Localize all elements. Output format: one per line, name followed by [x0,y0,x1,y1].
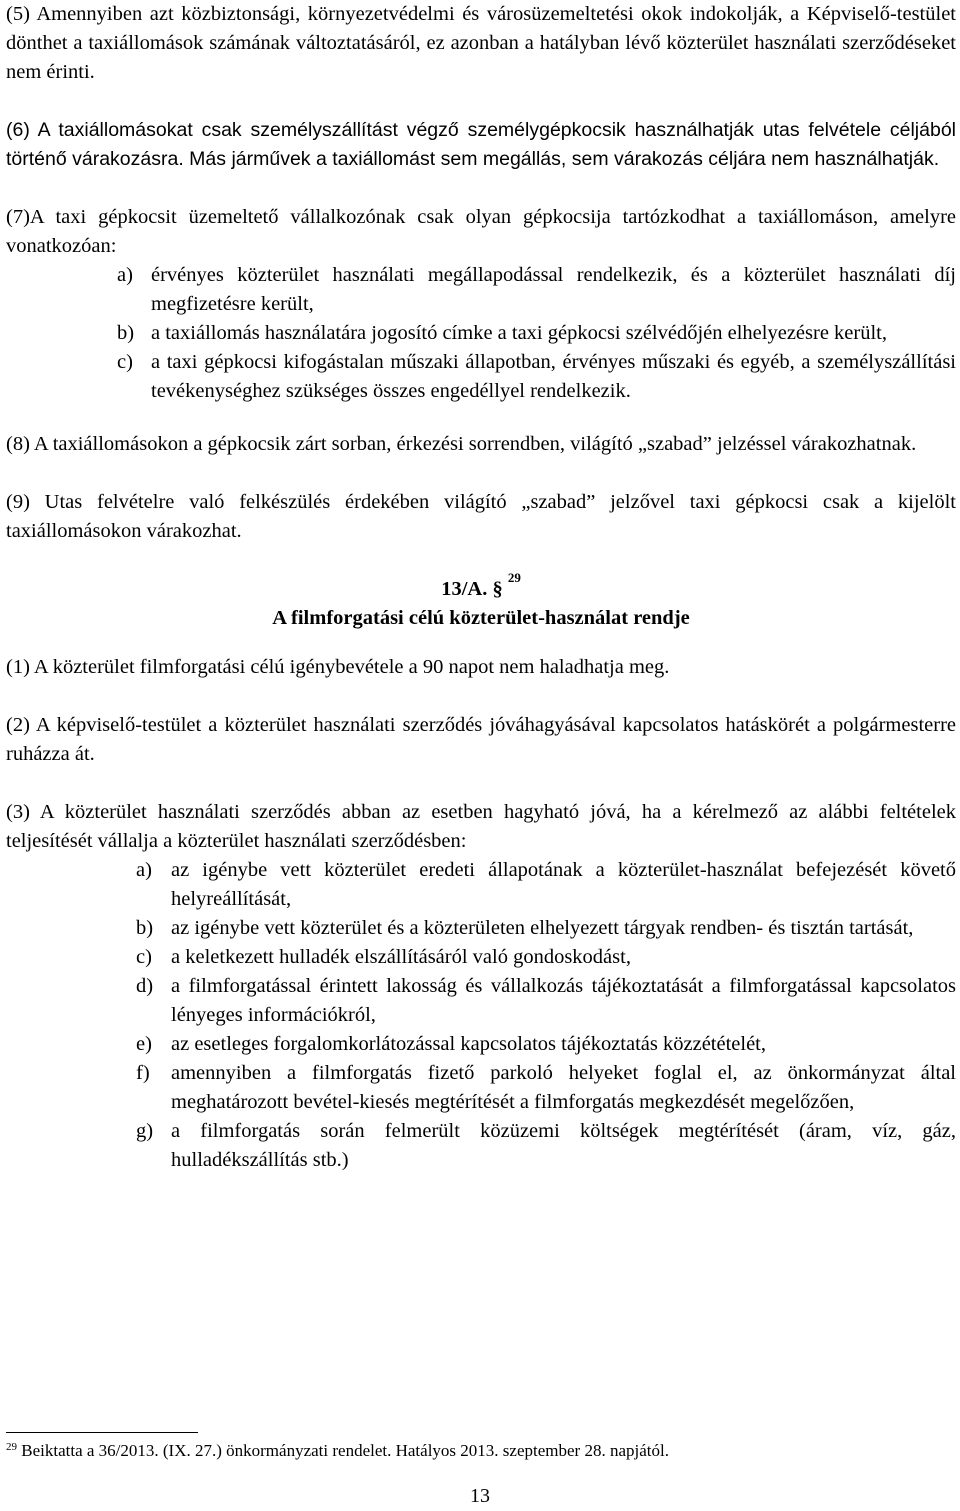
list-item-label: c) [117,351,133,373]
paragraph-9: (9) Utas felvételre való felkészülés érdekében világító „szabad” jelzővel taxi gépkocsi csak a kijelölt taxiállomásokon várakozhat. [6,491,956,542]
paragraph-5: (5) Amennyiben azt közbiztonsági, környezetvédelmi és városüzemeltetési okok indokolják, a Képviselő-testület dönthet a taxiállomások számának változtatásáról, ez azonban a hatályban lévő közterület használati szerződéseket nem érinti. [6,3,956,83]
list-item-text: a filmforgatással érintett lakosság és vállalkozás tájékoztatását a filmforgatással kapcsolatos lényeges információkról, [171,975,956,1026]
paragraph-7 [6,203,956,406]
section-paragraph-3-list [136,856,956,1175]
footnote-number: 29 [6,1441,17,1453]
list-item-text: az esetleges forgalomkorlátozással kapcsolatos tájékoztatás közzétételét, [171,1033,767,1055]
list-item-label: a) [117,264,133,286]
paragraph-6-first-sentence: (6) A taxiállomásokat csak személyszállítást végző személygépkocsik használhatják utas felvétele céljából történő várakozásra. [6,119,956,170]
paragraph-7-list [117,261,956,406]
list-item-text: a taxiállomás használatára jogosító címke a taxi gépkocsi szélvédőjén elhelyezésre került, [151,322,887,344]
section-paragraph-3-intro: (3) A közterület használati szerződés abban az esetben hagyható jóvá, ha a kérelmező az alábbi feltételek teljesítését vállalja a közterület használati szerződésben: [6,801,956,852]
paragraph-7-intro [6,203,956,261]
list-item-label: c) [136,946,152,968]
paragraph-7-intro-text: A taxi gépkocsit üzemeltető vállalkozónak csak olyan gépkocsija tartózkodhat a taxiállomáson, amelyre vonatkozóan: [6,206,956,257]
list-item-text: az igénybe vett közterület eredeti állapotának a közterület-használat befejezését követő helyreállítását, [171,859,956,910]
paragraph-7-body [6,203,956,406]
footnote [6,1440,946,1462]
list-item [136,1030,956,1059]
list-item-text: a taxi gépkocsi kifogástalan műszaki állapotban, érvényes műszaki és egyéb, a személyszállítási tevékenységhez szükséges összes engedéllyel rendelkezik. [151,351,956,402]
list-item [136,972,956,1030]
page-number: 13 [470,1485,490,1507]
list-item [136,1117,956,1175]
document-page [6,0,956,1175]
list-item-label: b) [136,917,154,939]
list-item-label: a) [136,859,152,881]
list-item-label: g) [136,1120,154,1142]
footnote-divider [6,1432,198,1433]
list-item [117,261,956,319]
list-item-text: a keletkezett hulladék elszállításáról való gondoskodást, [171,946,631,968]
list-item-label: e) [136,1033,152,1055]
footnote-reference: 29 [507,570,521,585]
list-item-label: b) [117,322,135,344]
paragraph-8: (8) A taxiállomásokon a gépkocsik zárt sorban, érkezési sorrendben, világító „szabad” jelzéssel várakozhatnak. [6,433,917,455]
list-item [136,943,956,972]
section-title: A filmforgatási célú közterület-használat rendje [272,607,690,629]
list-item [117,348,956,406]
list-item-text: amennyiben a filmforgatás fizető parkoló helyeket foglal el, az önkormányzat által meghatározott bevétel-kiesés megtérítését a filmforgatás megkezdését megelőzően, [171,1062,956,1113]
list-item-text: érvényes közterület használati megállapodással rendelkezik, és a közterület használati díj megfizetésre került, [151,264,956,315]
footnote-text: Beiktatta a 36/2013. (IX. 27.) önkormányzati rendelet. Hatályos 2013. szeptember 28. napjától. [17,1441,669,1460]
list-item-label: d) [136,975,154,997]
list-item [136,1059,956,1117]
list-item [117,319,956,348]
paragraph-6 [6,116,956,174]
list-item [136,914,956,943]
paragraph-7-label: (7) [6,206,30,228]
list-item [136,856,956,914]
paragraph-6-second-sentence: Más járművek a taxiállomást sem megállás, sem várakozás céljára nem használhatják. [183,148,940,170]
list-item-text: a filmforgatás során felmerült közüzemi költségek megtérítését (áram, víz, gáz, hulladékszállítás stb.) [171,1120,956,1171]
section-paragraph-1: (1) A közterület filmforgatási célú igénybevétele a 90 napot nem haladhatja meg. [6,656,670,678]
list-item-text: az igénybe vett közterület és a közterületen elhelyezett tárgyak rendben- és tisztán tartását, [171,917,914,939]
section-number [6,570,956,604]
list-item-label: f) [136,1062,150,1084]
section-number-text: 13/A. § [441,578,503,600]
section-paragraph-2: (2) A képviselő-testület a közterület használati szerződés jóváhagyásával kapcsolatos hatáskörét a polgármesterre ruházza át. [6,714,956,765]
